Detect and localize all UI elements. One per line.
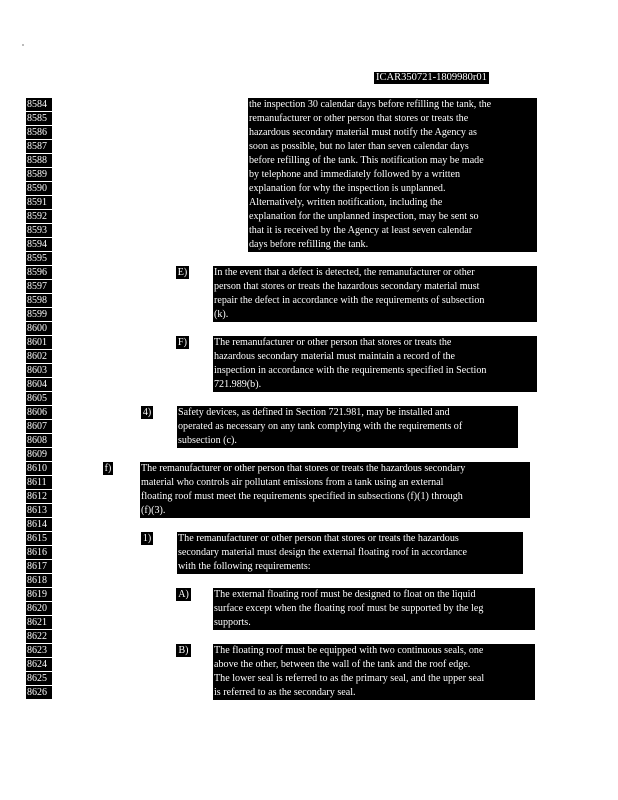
line-number: 8594 — [26, 238, 52, 251]
line-number: 8588 — [26, 154, 52, 167]
text-line: floating roof must meet the requirements specified in subsections (f)(1) through — [141, 491, 463, 502]
paragraph-4 — [177, 406, 518, 448]
line-number: 8611 — [26, 476, 52, 489]
line-number: 8604 — [26, 378, 52, 391]
text-line: In the event that a defect is detected, the remanufacturer or other — [214, 267, 475, 278]
text-line: material who controls air pollutant emissions from a tank using an external — [141, 477, 444, 488]
line-number: 8592 — [26, 210, 52, 223]
text-line: supports. — [214, 617, 251, 628]
line-number: 8596 — [26, 266, 52, 279]
text-line: Alternatively, written notification, including the — [249, 197, 443, 208]
scan-speck — [22, 44, 24, 46]
subsection-label-f-lower: f) — [104, 463, 112, 474]
line-number: 8624 — [26, 658, 52, 671]
paragraph-d-continuation — [248, 98, 537, 252]
text-line: secondary material must design the external floating roof in accordance — [178, 547, 467, 558]
text-line: hazardous secondary material must notify the Agency as — [249, 127, 477, 138]
text-line: The remanufacturer or other person that stores or treats the hazardous secondary — [141, 463, 466, 474]
line-number: 8615 — [26, 532, 52, 545]
line-number: 8590 — [26, 182, 52, 195]
text-line: is referred to as the secondary seal. — [214, 687, 356, 698]
text-line: (k). — [214, 309, 229, 320]
line-number: 8617 — [26, 560, 52, 573]
text-line: surface except when the floating roof must be supported by the leg — [214, 603, 484, 614]
line-number: 8584 — [26, 98, 52, 111]
line-number: 8614 — [26, 518, 52, 531]
text-line: explanation for why the inspection is unplanned. — [249, 183, 446, 194]
subsection-label-1: 1) — [142, 533, 152, 544]
paragraph-f-lower — [140, 462, 530, 518]
line-number: 8585 — [26, 112, 52, 125]
line-number: 8607 — [26, 420, 52, 433]
text-line: with the following requirements: — [178, 561, 311, 572]
line-number: 8598 — [26, 294, 52, 307]
line-number: 8591 — [26, 196, 52, 209]
text-line: subsection (c). — [178, 435, 237, 446]
text-line: The lower seal is referred to as the primary seal, and the upper seal — [214, 673, 485, 684]
line-number: 8597 — [26, 280, 52, 293]
text-line: before refilling of the tank. This notification may be made — [249, 155, 484, 166]
line-number: 8602 — [26, 350, 52, 363]
text-line: (f)(3). — [141, 505, 166, 516]
line-number: 8603 — [26, 364, 52, 377]
text-line: repair the defect in accordance with the requirements of subsection — [214, 295, 485, 306]
text-line: The floating roof must be equipped with two continuous seals, one — [214, 645, 484, 656]
subsection-label-b: B) — [176, 644, 191, 657]
line-number: 8606 — [26, 406, 52, 419]
line-number: 8623 — [26, 644, 52, 657]
text-line: hazardous secondary material must maintain a record of the — [214, 351, 456, 362]
line-number: 8605 — [26, 392, 52, 405]
text-line: The remanufacturer or other person that stores or treats the — [214, 337, 452, 348]
line-number: 8608 — [26, 434, 52, 447]
text-line: inspection in accordance with the requirements specified in Section — [214, 365, 487, 376]
paragraph-a — [213, 588, 535, 630]
line-number: 8601 — [26, 336, 52, 349]
line-number: 8620 — [26, 602, 52, 615]
text-line: Safety devices, as defined in Section 721.981, may be installed and — [178, 407, 450, 418]
line-number: 8619 — [26, 588, 52, 601]
text-line: soon as possible, but no later than seven calendar days — [249, 141, 469, 152]
paragraph-e — [213, 266, 537, 322]
text-line: remanufacturer or other person that stores or treats the — [249, 113, 469, 124]
text-line: The remanufacturer or other person that stores or treats the hazardous — [178, 533, 459, 544]
text-line: above the other, between the wall of the tank and the roof edge. — [214, 659, 471, 670]
paragraph-1 — [177, 532, 523, 574]
line-number: 8622 — [26, 630, 52, 643]
line-number: 8595 — [26, 252, 52, 265]
paragraph-b — [213, 644, 535, 700]
text-line: by telephone and immediately followed by a written — [249, 169, 461, 180]
line-number: 8616 — [26, 546, 52, 559]
text-line: 721.989(b). — [214, 379, 262, 390]
line-number: 8618 — [26, 574, 52, 587]
text-line: person that stores or treats the hazardous secondary material must — [214, 281, 480, 292]
line-number: 8593 — [26, 224, 52, 237]
text-line: days before refilling the tank. — [249, 239, 369, 250]
document-id-header: ICAR350721-1809980r01 — [376, 72, 487, 83]
subsection-label-f-upper: F) — [176, 336, 189, 349]
text-line: that it is received by the Agency at least seven calendar — [249, 225, 473, 236]
line-number: 8625 — [26, 672, 52, 685]
line-number: 8612 — [26, 490, 52, 503]
line-number: 8589 — [26, 168, 52, 181]
subsection-label-e: E) — [177, 267, 188, 278]
line-number: 8621 — [26, 616, 52, 629]
line-number: 8587 — [26, 140, 52, 153]
line-number: 8600 — [26, 322, 52, 335]
line-number: 8599 — [26, 308, 52, 321]
text-line: the inspection 30 calendar days before refilling the tank, the — [249, 99, 492, 110]
text-line: operated as necessary on any tank complying with the requirements of — [178, 421, 463, 432]
paragraph-f-upper — [213, 336, 537, 392]
subsection-label-4: 4) — [142, 407, 152, 418]
text-line: The external floating roof must be designed to float on the liquid — [214, 589, 476, 600]
line-number: 8586 — [26, 126, 52, 139]
text-line: explanation for the unplanned inspection, may be sent so — [249, 211, 479, 222]
line-number: 8613 — [26, 504, 52, 517]
subsection-label-a: A) — [176, 588, 191, 601]
line-number: 8610 — [26, 462, 52, 475]
line-number: 8609 — [26, 448, 52, 461]
line-number: 8626 — [26, 686, 52, 699]
